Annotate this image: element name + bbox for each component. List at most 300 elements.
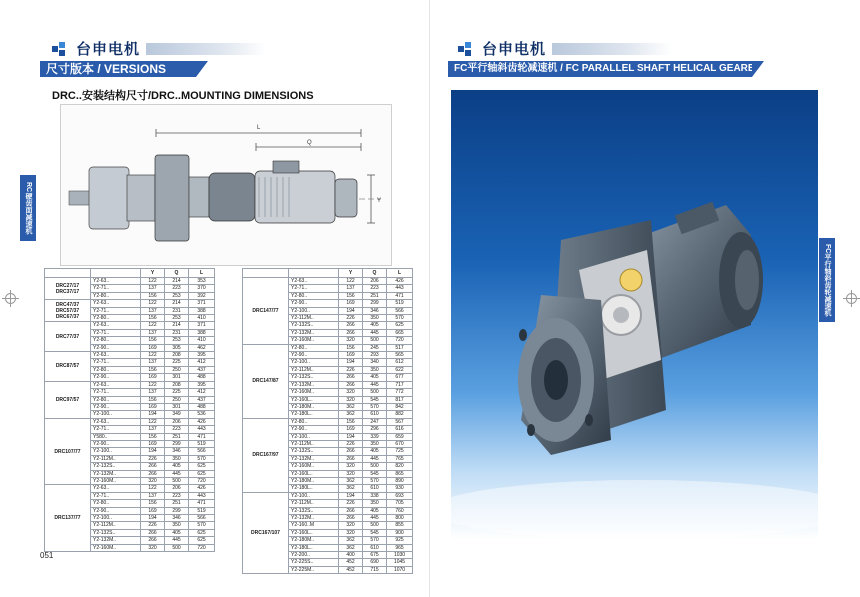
q-value-cell: 500 bbox=[363, 463, 387, 470]
y-value-cell: 452 bbox=[339, 559, 363, 566]
registration-mark bbox=[5, 293, 16, 304]
motor-type-cell: Y2-112M.. bbox=[91, 455, 141, 462]
q-value-cell: 340 bbox=[363, 359, 387, 366]
motor-type-cell: Y2-80.. bbox=[91, 396, 141, 403]
y-value-cell: 137 bbox=[141, 389, 165, 396]
q-value-cell: 405 bbox=[165, 463, 189, 470]
y-value-cell: 226 bbox=[339, 315, 363, 322]
y-value-cell: 122 bbox=[141, 300, 165, 307]
motor-type-cell: Y2-160..M bbox=[289, 522, 339, 529]
l-value-cell: 705 bbox=[387, 500, 413, 507]
q-value-cell: 299 bbox=[165, 440, 189, 447]
q-value-cell: 445 bbox=[165, 537, 189, 544]
y-value-cell: 122 bbox=[141, 352, 165, 359]
y-value-cell: 226 bbox=[141, 522, 165, 529]
motor-type-cell: Y2-100.. bbox=[289, 307, 339, 314]
motor-type-cell: Y2-180L.. bbox=[289, 485, 339, 492]
model-group-cell: DRC167/97 bbox=[243, 418, 289, 492]
model-group-cell: DRC27/17 DRC37/17 bbox=[45, 278, 91, 300]
q-value-cell: 545 bbox=[363, 396, 387, 403]
motor-type-cell: Y2-180M.. bbox=[289, 477, 339, 484]
dimension-table-2 bbox=[242, 268, 413, 574]
motor-type-cell: Y2-63.. bbox=[289, 278, 339, 285]
table-row bbox=[243, 344, 413, 351]
dim-label-y: Y bbox=[377, 198, 382, 204]
y-value-cell: 156 bbox=[141, 396, 165, 403]
y-value-cell: 137 bbox=[339, 285, 363, 292]
q-value-cell: 445 bbox=[363, 515, 387, 522]
y-value-cell: 169 bbox=[339, 300, 363, 307]
q-value-cell: 405 bbox=[363, 448, 387, 455]
y-value-cell: 156 bbox=[339, 344, 363, 351]
motor-type-cell: Y2-160L.. bbox=[289, 396, 339, 403]
y-value-cell: 122 bbox=[141, 418, 165, 425]
y-value-cell: 194 bbox=[141, 411, 165, 418]
q-value-cell: 350 bbox=[363, 500, 387, 507]
q-value-cell: 500 bbox=[165, 544, 189, 551]
motor-type-cell: Y2-71.. bbox=[289, 285, 339, 292]
y-value-cell: 320 bbox=[141, 477, 165, 484]
gear-reducer-illustration bbox=[451, 90, 818, 579]
q-value-cell: 250 bbox=[165, 396, 189, 403]
l-value-cell: 665 bbox=[387, 329, 413, 336]
y-value-cell: 266 bbox=[141, 529, 165, 536]
table-row bbox=[45, 322, 215, 329]
l-value-cell: 412 bbox=[189, 389, 215, 396]
motor-type-cell: Y2-71.. bbox=[91, 307, 141, 314]
q-value-cell: 225 bbox=[165, 389, 189, 396]
y-value-cell: 400 bbox=[339, 552, 363, 559]
motor-type-cell: Y2-160M.. bbox=[289, 337, 339, 344]
q-value-cell: 299 bbox=[363, 300, 387, 307]
motor-type-cell: Y2-132M.. bbox=[91, 537, 141, 544]
header-cell bbox=[91, 269, 141, 278]
y-value-cell: 156 bbox=[141, 315, 165, 322]
fc-reducer-product-photo bbox=[451, 90, 818, 579]
y-value-cell: 320 bbox=[339, 522, 363, 529]
l-value-cell: 612 bbox=[387, 359, 413, 366]
motor-type-cell: Y2-80.. bbox=[91, 366, 141, 373]
motor-type-cell: Y2-80.. bbox=[289, 292, 339, 299]
y-value-cell: 137 bbox=[141, 359, 165, 366]
q-value-cell: 675 bbox=[363, 552, 387, 559]
model-group-cell: DRC167/107 bbox=[243, 492, 289, 573]
motor-type-cell: Y2-132M.. bbox=[289, 515, 339, 522]
brand-decoration bbox=[552, 43, 672, 55]
motor-type-cell: Y2-80.. bbox=[91, 292, 141, 299]
y-value-cell: 320 bbox=[339, 389, 363, 396]
motor-type-cell: Y2-90.. bbox=[91, 440, 141, 447]
q-value-cell: 715 bbox=[363, 566, 387, 573]
l-value-cell: 622 bbox=[387, 366, 413, 373]
reducer-drawing-svg bbox=[61, 105, 391, 265]
y-value-cell: 137 bbox=[141, 426, 165, 433]
y-value-cell: 122 bbox=[141, 322, 165, 329]
y-value-cell: 169 bbox=[141, 440, 165, 447]
y-value-cell: 169 bbox=[339, 352, 363, 359]
motor-type-cell: Y2-160M.. bbox=[91, 544, 141, 551]
y-value-cell: 226 bbox=[339, 500, 363, 507]
l-value-cell: 890 bbox=[387, 477, 413, 484]
model-group-cell: DRC47/37 DRC57/37 DRC67/37 bbox=[45, 300, 91, 322]
model-group-cell: DRC147/87 bbox=[243, 344, 289, 418]
y-value-cell: 362 bbox=[339, 477, 363, 484]
l-value-cell: 625 bbox=[189, 537, 215, 544]
y-value-cell: 266 bbox=[141, 470, 165, 477]
motor-type-cell: Y2-80.. bbox=[91, 500, 141, 507]
l-value-cell: 370 bbox=[189, 285, 215, 292]
header-cell bbox=[243, 269, 289, 278]
l-value-cell: 388 bbox=[189, 329, 215, 336]
dim-label-l: L bbox=[257, 125, 261, 131]
brand-left bbox=[52, 38, 266, 59]
q-value-cell: 225 bbox=[165, 359, 189, 366]
motor-type-cell: Y2-90.. bbox=[91, 374, 141, 381]
motor-type-cell: Y2-71.. bbox=[91, 389, 141, 396]
y-value-cell: 194 bbox=[339, 307, 363, 314]
y-value-cell: 194 bbox=[339, 433, 363, 440]
q-value-cell: 305 bbox=[165, 344, 189, 351]
l-value-cell: 720 bbox=[189, 544, 215, 551]
dim-label-q: Q bbox=[307, 140, 312, 146]
q-value-cell: 338 bbox=[363, 492, 387, 499]
y-value-cell: 266 bbox=[339, 374, 363, 381]
registration-mark bbox=[846, 293, 857, 304]
y-value-cell: 266 bbox=[339, 515, 363, 522]
motor-type-cell: Y580.. bbox=[91, 433, 141, 440]
l-value-cell: 426 bbox=[189, 485, 215, 492]
q-value-cell: 301 bbox=[165, 374, 189, 381]
motor-type-cell: Y2-180M.. bbox=[289, 537, 339, 544]
q-value-cell: 245 bbox=[363, 344, 387, 351]
q-value-cell: 206 bbox=[165, 485, 189, 492]
y-value-cell: 122 bbox=[141, 381, 165, 388]
table-row bbox=[243, 278, 413, 285]
l-value-cell: 693 bbox=[387, 492, 413, 499]
y-value-cell: 169 bbox=[141, 507, 165, 514]
motor-type-cell: Y2-180M.. bbox=[289, 403, 339, 410]
q-value-cell: 251 bbox=[363, 292, 387, 299]
y-value-cell: 320 bbox=[141, 544, 165, 551]
brand-decoration bbox=[146, 43, 266, 55]
q-value-cell: 346 bbox=[363, 307, 387, 314]
motor-type-cell: Y2-90.. bbox=[91, 403, 141, 410]
motor-type-cell: Y2-71.. bbox=[91, 285, 141, 292]
y-value-cell: 156 bbox=[141, 500, 165, 507]
l-value-cell: 965 bbox=[387, 544, 413, 551]
l-value-cell: 765 bbox=[387, 455, 413, 462]
y-value-cell: 266 bbox=[339, 507, 363, 514]
l-value-cell: 471 bbox=[189, 500, 215, 507]
motor-type-cell: Y2-80.. bbox=[91, 315, 141, 322]
q-value-cell: 570 bbox=[363, 537, 387, 544]
l-value-cell: 625 bbox=[387, 322, 413, 329]
brand-right bbox=[458, 38, 672, 59]
motor-type-cell: Y2-71.. bbox=[91, 359, 141, 366]
motor-type-cell: Y2-112M.. bbox=[289, 500, 339, 507]
l-value-cell: 471 bbox=[189, 433, 215, 440]
l-value-cell: 659 bbox=[387, 433, 413, 440]
motor-type-cell: Y2-112M.. bbox=[91, 522, 141, 529]
q-value-cell: 339 bbox=[363, 433, 387, 440]
l-value-cell: 1070 bbox=[387, 566, 413, 573]
table-row bbox=[45, 418, 215, 425]
l-value-cell: 1045 bbox=[387, 559, 413, 566]
y-value-cell: 122 bbox=[339, 278, 363, 285]
motor-type-cell: Y2-90.. bbox=[289, 352, 339, 359]
motor-type-cell: Y2-132S.. bbox=[289, 374, 339, 381]
motor-type-cell: Y2-71.. bbox=[91, 492, 141, 499]
header-cell: L bbox=[387, 269, 413, 278]
header-cell bbox=[45, 269, 91, 278]
mounting-dimensions-heading: DRC..安装结构尺寸/DRC..MOUNTING DIMENSIONS bbox=[52, 90, 314, 102]
l-value-cell: 570 bbox=[387, 315, 413, 322]
y-value-cell: 362 bbox=[339, 485, 363, 492]
header-cell: Y bbox=[141, 269, 165, 278]
motor-type-cell: Y2-80.. bbox=[289, 418, 339, 425]
y-value-cell: 137 bbox=[141, 285, 165, 292]
l-value-cell: 443 bbox=[387, 285, 413, 292]
y-value-cell: 156 bbox=[141, 292, 165, 299]
motor-type-cell: Y2-63.. bbox=[91, 300, 141, 307]
motor-type-cell: Y2-180L.. bbox=[289, 411, 339, 418]
q-value-cell: 247 bbox=[363, 418, 387, 425]
q-value-cell: 251 bbox=[165, 500, 189, 507]
l-value-cell: 570 bbox=[189, 455, 215, 462]
q-value-cell: 405 bbox=[363, 374, 387, 381]
header-cell: Y bbox=[339, 269, 363, 278]
y-value-cell: 320 bbox=[339, 337, 363, 344]
q-value-cell: 500 bbox=[363, 389, 387, 396]
l-value-cell: 820 bbox=[387, 463, 413, 470]
y-value-cell: 194 bbox=[339, 359, 363, 366]
model-group-cell: DRC77/37 bbox=[45, 322, 91, 352]
header-cell bbox=[289, 269, 339, 278]
y-value-cell: 266 bbox=[339, 381, 363, 388]
l-value-cell: 565 bbox=[387, 352, 413, 359]
q-value-cell: 405 bbox=[165, 529, 189, 536]
q-value-cell: 253 bbox=[165, 337, 189, 344]
l-value-cell: 720 bbox=[189, 477, 215, 484]
l-value-cell: 882 bbox=[387, 411, 413, 418]
l-value-cell: 410 bbox=[189, 315, 215, 322]
motor-type-cell: Y2-160M.. bbox=[289, 463, 339, 470]
y-value-cell: 194 bbox=[141, 515, 165, 522]
q-value-cell: 350 bbox=[165, 522, 189, 529]
l-value-cell: 760 bbox=[387, 507, 413, 514]
q-value-cell: 223 bbox=[165, 492, 189, 499]
l-value-cell: 566 bbox=[189, 515, 215, 522]
q-value-cell: 301 bbox=[165, 403, 189, 410]
y-value-cell: 156 bbox=[141, 433, 165, 440]
table-row bbox=[45, 278, 215, 285]
y-value-cell: 194 bbox=[339, 492, 363, 499]
l-value-cell: 677 bbox=[387, 374, 413, 381]
y-value-cell: 266 bbox=[339, 455, 363, 462]
y-value-cell: 362 bbox=[339, 537, 363, 544]
y-value-cell: 137 bbox=[141, 307, 165, 314]
motor-type-cell: Y2-100.. bbox=[289, 359, 339, 366]
model-group-cell: DRC97/57 bbox=[45, 381, 91, 418]
y-value-cell: 320 bbox=[339, 463, 363, 470]
l-value-cell: 900 bbox=[387, 529, 413, 536]
q-value-cell: 500 bbox=[165, 477, 189, 484]
l-value-cell: 800 bbox=[387, 515, 413, 522]
motor-type-cell: Y2-100.. bbox=[91, 515, 141, 522]
q-value-cell: 610 bbox=[363, 544, 387, 551]
q-value-cell: 570 bbox=[363, 403, 387, 410]
brand-name: 台申电机 bbox=[76, 41, 141, 58]
y-value-cell: 266 bbox=[141, 537, 165, 544]
y-value-cell: 266 bbox=[339, 448, 363, 455]
motor-type-cell: Y2-71.. bbox=[91, 426, 141, 433]
mounting-dimension-drawing bbox=[60, 104, 392, 266]
motor-type-cell: Y2-63.. bbox=[91, 418, 141, 425]
q-value-cell: 500 bbox=[363, 337, 387, 344]
y-value-cell: 169 bbox=[141, 374, 165, 381]
l-value-cell: 865 bbox=[387, 470, 413, 477]
q-value-cell: 299 bbox=[165, 507, 189, 514]
q-value-cell: 223 bbox=[363, 285, 387, 292]
motor-type-cell: Y2-225M.. bbox=[289, 566, 339, 573]
l-value-cell: 1030 bbox=[387, 552, 413, 559]
section-ribbon-fc: FC平行轴斜齿轮减速机 / FC PARALLEL SHAFT HELICAL GEARED REDUCER bbox=[448, 61, 752, 77]
motor-type-cell: Y2-63.. bbox=[91, 352, 141, 359]
motor-type-cell: Y2-225S.. bbox=[289, 559, 339, 566]
q-value-cell: 253 bbox=[165, 315, 189, 322]
y-value-cell: 320 bbox=[339, 470, 363, 477]
l-value-cell: 855 bbox=[387, 522, 413, 529]
y-value-cell: 320 bbox=[339, 529, 363, 536]
table-row bbox=[243, 418, 413, 425]
y-value-cell: 266 bbox=[141, 463, 165, 470]
model-group-cell: DRC137/77 bbox=[45, 485, 91, 552]
motor-type-cell: Y2-160M.. bbox=[91, 477, 141, 484]
y-value-cell: 169 bbox=[339, 426, 363, 433]
q-value-cell: 445 bbox=[363, 455, 387, 462]
table-body bbox=[45, 278, 215, 552]
y-value-cell: 194 bbox=[141, 448, 165, 455]
l-value-cell: 772 bbox=[387, 389, 413, 396]
q-value-cell: 296 bbox=[363, 426, 387, 433]
l-value-cell: 412 bbox=[189, 359, 215, 366]
page-number-left: 051 bbox=[40, 551, 54, 560]
l-value-cell: 443 bbox=[189, 426, 215, 433]
q-value-cell: 445 bbox=[363, 381, 387, 388]
side-tab-rc: RC硬齿面减速机 bbox=[20, 175, 36, 241]
y-value-cell: 156 bbox=[339, 292, 363, 299]
motor-type-cell: Y2-90.. bbox=[91, 344, 141, 351]
motor-type-cell: Y2-80.. bbox=[91, 337, 141, 344]
q-value-cell: 610 bbox=[363, 411, 387, 418]
y-value-cell: 362 bbox=[339, 403, 363, 410]
y-value-cell: 266 bbox=[339, 329, 363, 336]
q-value-cell: 350 bbox=[363, 315, 387, 322]
y-value-cell: 452 bbox=[339, 566, 363, 573]
table-row bbox=[45, 381, 215, 388]
table-row bbox=[243, 492, 413, 499]
motor-type-cell: Y2-63.. bbox=[91, 485, 141, 492]
y-value-cell: 362 bbox=[339, 411, 363, 418]
l-value-cell: 519 bbox=[387, 300, 413, 307]
motor-type-cell: Y2-132S.. bbox=[91, 529, 141, 536]
l-value-cell: 395 bbox=[189, 381, 215, 388]
q-value-cell: 253 bbox=[165, 292, 189, 299]
brand-name: 台申电机 bbox=[482, 41, 547, 58]
l-value-cell: 570 bbox=[189, 522, 215, 529]
q-value-cell: 251 bbox=[165, 433, 189, 440]
l-value-cell: 625 bbox=[189, 470, 215, 477]
l-value-cell: 720 bbox=[387, 337, 413, 344]
q-value-cell: 208 bbox=[165, 381, 189, 388]
q-value-cell: 206 bbox=[165, 418, 189, 425]
table-row bbox=[45, 352, 215, 359]
l-value-cell: 437 bbox=[189, 366, 215, 373]
q-value-cell: 223 bbox=[165, 426, 189, 433]
q-value-cell: 350 bbox=[363, 440, 387, 447]
l-value-cell: 462 bbox=[189, 344, 215, 351]
q-value-cell: 610 bbox=[363, 485, 387, 492]
l-value-cell: 842 bbox=[387, 403, 413, 410]
table-row bbox=[45, 485, 215, 492]
l-value-cell: 925 bbox=[387, 537, 413, 544]
q-value-cell: 346 bbox=[165, 515, 189, 522]
l-value-cell: 437 bbox=[189, 396, 215, 403]
q-value-cell: 208 bbox=[165, 352, 189, 359]
l-value-cell: 471 bbox=[387, 292, 413, 299]
y-value-cell: 320 bbox=[339, 396, 363, 403]
l-value-cell: 725 bbox=[387, 448, 413, 455]
l-value-cell: 395 bbox=[189, 352, 215, 359]
q-value-cell: 214 bbox=[165, 300, 189, 307]
l-value-cell: 616 bbox=[387, 426, 413, 433]
header-cell: L bbox=[189, 269, 215, 278]
l-value-cell: 519 bbox=[189, 440, 215, 447]
motor-type-cell: Y2-132M.. bbox=[91, 470, 141, 477]
motor-type-cell: Y2-132S.. bbox=[289, 507, 339, 514]
l-value-cell: 930 bbox=[387, 485, 413, 492]
l-value-cell: 566 bbox=[189, 448, 215, 455]
motor-type-cell: Y2-80.. bbox=[289, 344, 339, 351]
section-ribbon-versions: 尺寸版本 / VERSIONS bbox=[40, 61, 196, 77]
motor-type-cell: Y2-132S.. bbox=[289, 322, 339, 329]
motor-type-cell: Y2-160L.. bbox=[289, 470, 339, 477]
y-value-cell: 169 bbox=[141, 403, 165, 410]
motor-type-cell: Y2-90.. bbox=[289, 426, 339, 433]
l-value-cell: 371 bbox=[189, 300, 215, 307]
l-value-cell: 519 bbox=[189, 507, 215, 514]
q-value-cell: 293 bbox=[363, 352, 387, 359]
motor-type-cell: Y2-100.. bbox=[289, 433, 339, 440]
q-value-cell: 231 bbox=[165, 329, 189, 336]
motor-type-cell: Y2-132M.. bbox=[289, 381, 339, 388]
y-value-cell: 156 bbox=[141, 366, 165, 373]
l-value-cell: 517 bbox=[387, 344, 413, 351]
motor-type-cell: Y2-132S.. bbox=[289, 448, 339, 455]
y-value-cell: 137 bbox=[141, 329, 165, 336]
l-value-cell: 410 bbox=[189, 337, 215, 344]
q-value-cell: 500 bbox=[363, 522, 387, 529]
q-value-cell: 445 bbox=[165, 470, 189, 477]
motor-type-cell: Y2-132S.. bbox=[91, 463, 141, 470]
motor-type-cell: Y2-90.. bbox=[91, 507, 141, 514]
l-value-cell: 488 bbox=[189, 374, 215, 381]
y-value-cell: 226 bbox=[141, 455, 165, 462]
table-header-row bbox=[243, 269, 413, 278]
brand-logo-icon bbox=[52, 42, 70, 56]
model-group-cell: DRC147/77 bbox=[243, 278, 289, 345]
l-value-cell: 536 bbox=[189, 411, 215, 418]
